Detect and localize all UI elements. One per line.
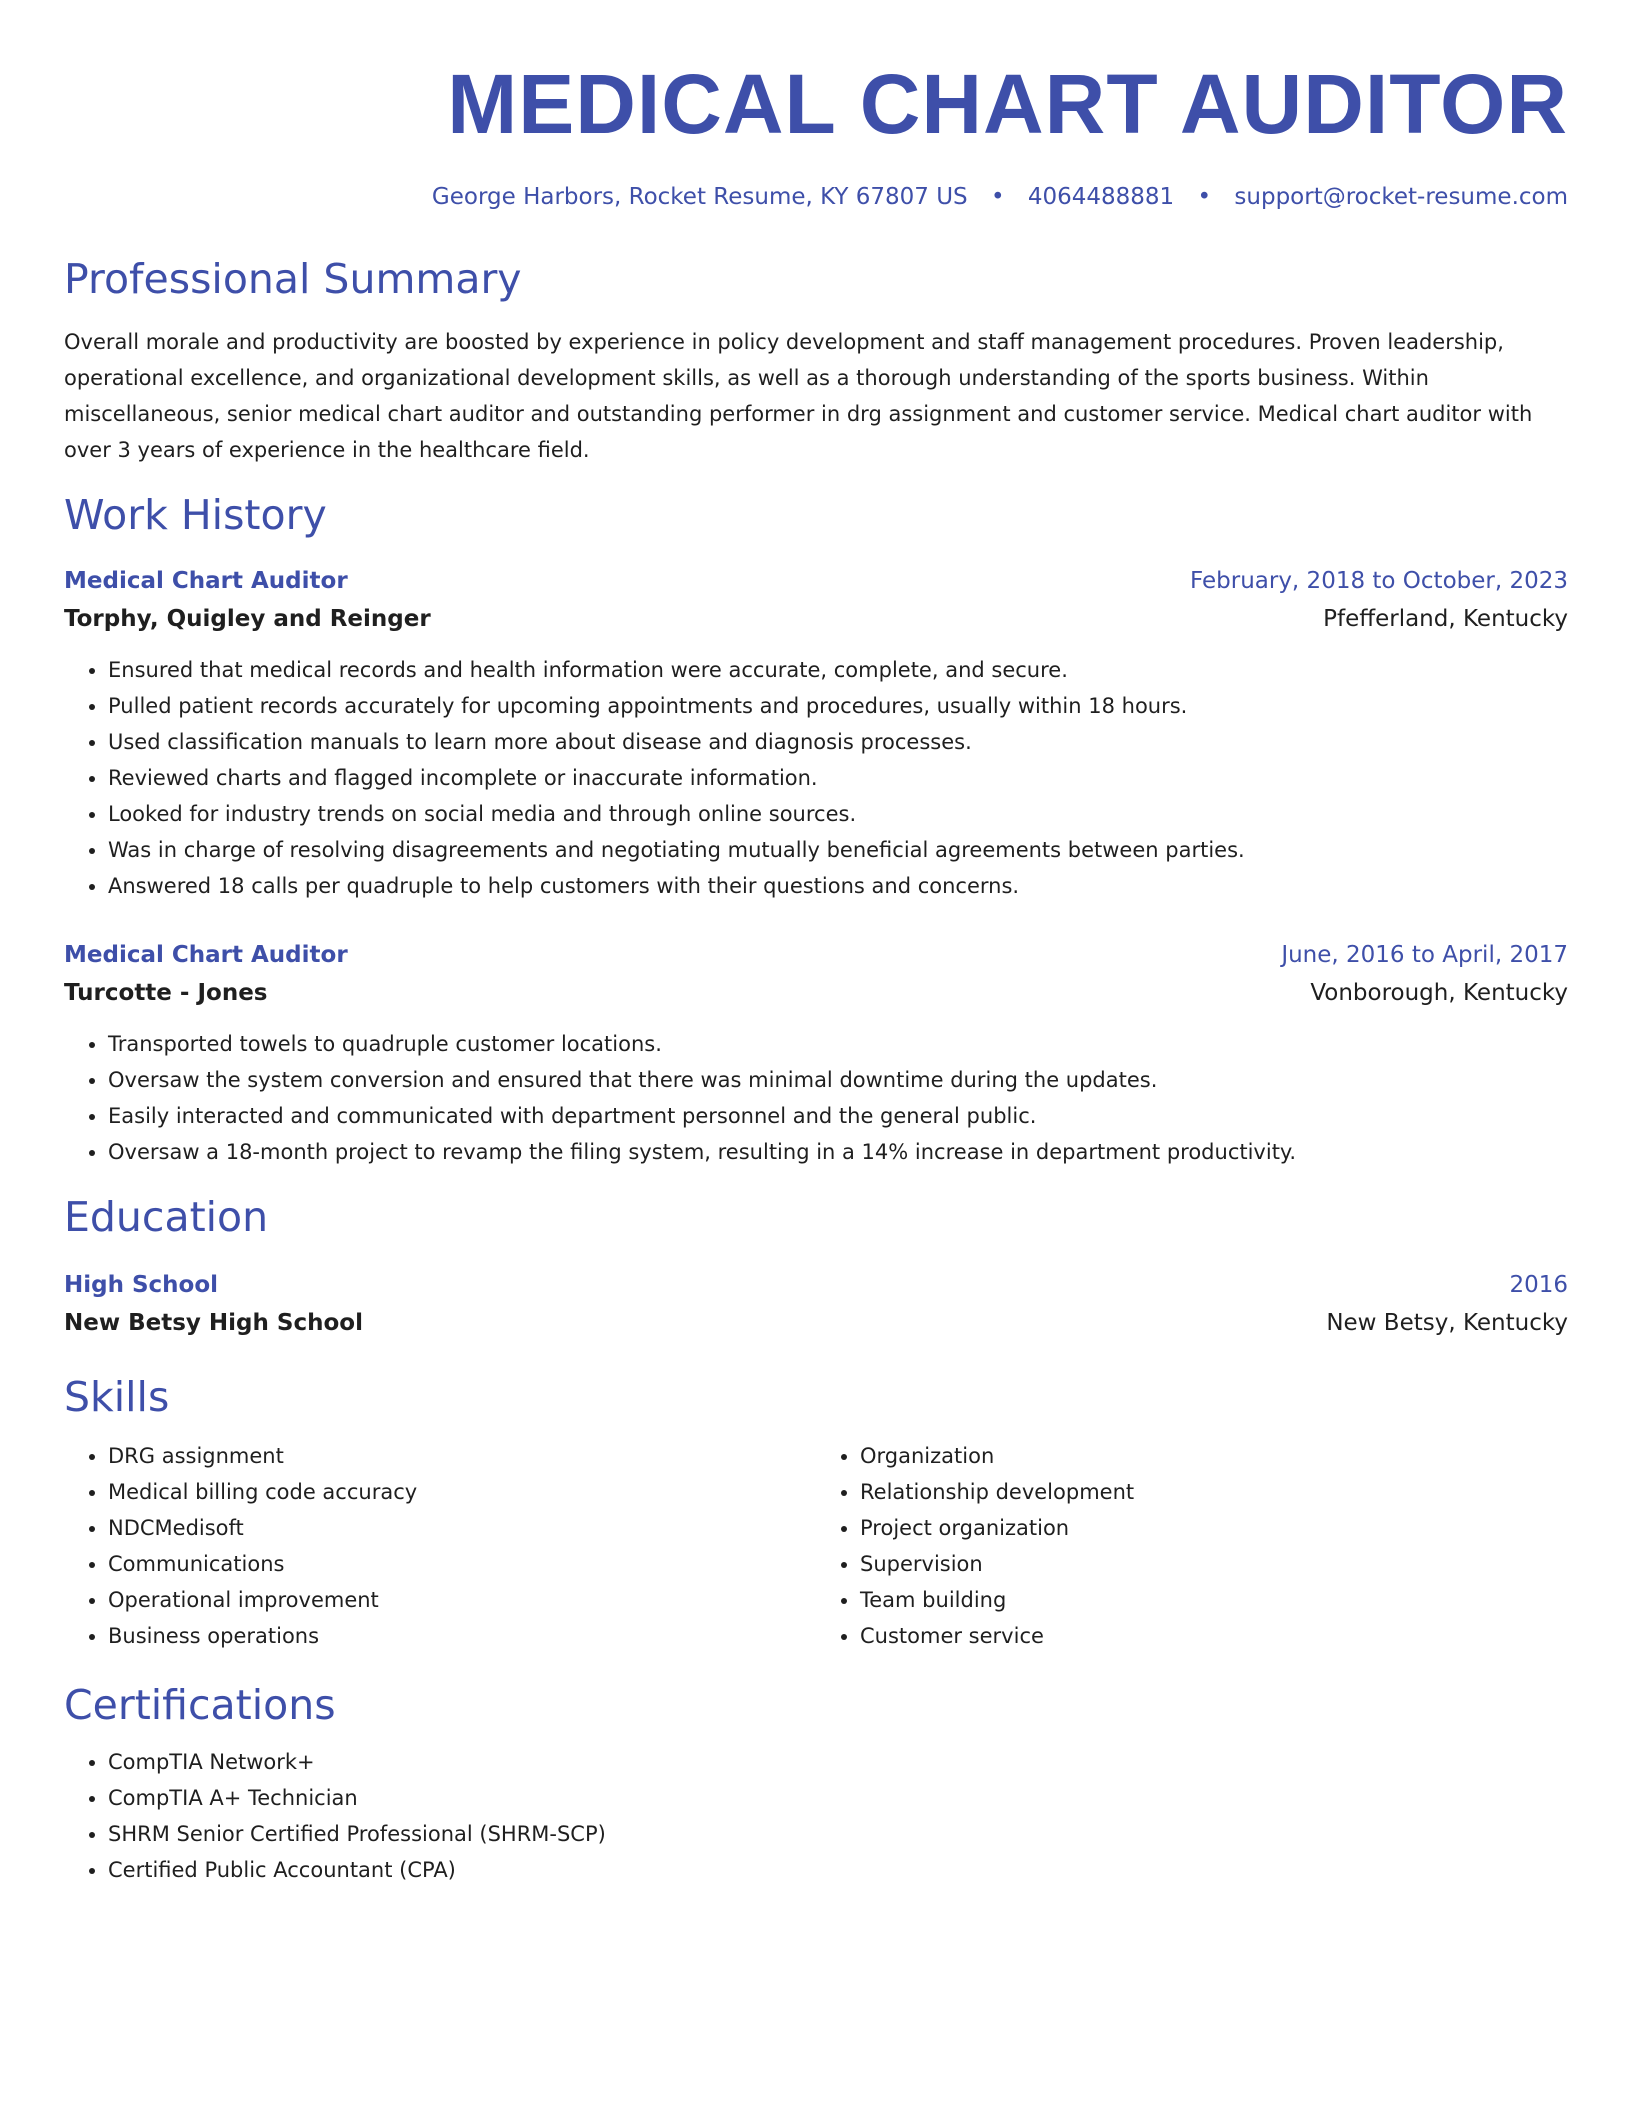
list-item: • CompTIA Network+ xyxy=(108,1744,1568,1780)
list-item: • Certified Public Accountant (CPA) xyxy=(108,1852,1568,1888)
job-header-row xyxy=(64,936,1568,974)
list-item: • Operational improvement xyxy=(108,1582,816,1618)
summary-heading: Professional Summary xyxy=(64,255,522,303)
resume-name-title: MEDICAL CHART AUDITOR xyxy=(447,57,1568,151)
job-dates: June, 2016 to April, 2017 xyxy=(1281,942,1568,968)
list-item: • Oversaw a 18-month project to revamp the filing system, resulting in a 14% increase in department productivity. xyxy=(108,1134,1568,1170)
contact-line xyxy=(64,182,1568,212)
list-item: • Team building xyxy=(860,1582,1568,1618)
job-location: Pfefferland, Kentucky xyxy=(1323,606,1568,632)
education-school-row xyxy=(64,1304,1568,1342)
job-entry xyxy=(64,562,1568,904)
list-item: • NDCMedisoft xyxy=(108,1510,816,1546)
list-item: • DRG assignment xyxy=(108,1438,816,1474)
list-item: • Ensured that medical records and health information were accurate, complete, and secure. xyxy=(108,652,1568,688)
list-item: • Answered 18 calls per quadruple to help customers with their questions and concerns. xyxy=(108,868,1568,904)
job-header-row xyxy=(64,562,1568,600)
list-item: • Organization xyxy=(860,1438,1568,1474)
skills-list-right xyxy=(816,1438,1568,1654)
job-location: Vonborough, Kentucky xyxy=(1310,980,1568,1006)
education-year: 2016 xyxy=(1509,1272,1568,1298)
job-title: Medical Chart Auditor xyxy=(64,568,348,594)
education-school: New Betsy High School xyxy=(64,1310,363,1336)
job-company-row xyxy=(64,600,1568,638)
list-item: • Pulled patient records accurately for upcoming appointments and procedures, usually within 18 hours. xyxy=(108,688,1568,724)
education-degree: High School xyxy=(64,1272,219,1298)
list-item: • SHRM Senior Certified Professional (SHRM-SCP) xyxy=(108,1816,1568,1852)
list-item: • Used classification manuals to learn more about disease and diagnosis processes. xyxy=(108,724,1568,760)
skills-heading: Skills xyxy=(64,1373,170,1421)
contact-phone: 4064488881 xyxy=(1027,184,1175,210)
job-bullets xyxy=(64,1026,1568,1170)
education-entry xyxy=(64,1266,1568,1342)
list-item: • Project organization xyxy=(860,1510,1568,1546)
list-item: • CompTIA A+ Technician xyxy=(108,1780,1568,1816)
list-item: • Customer service xyxy=(860,1618,1568,1654)
job-company-row xyxy=(64,974,1568,1012)
list-item: • Looked for industry trends on social media and through online sources. xyxy=(108,796,1568,832)
education-header-row xyxy=(64,1266,1568,1304)
job-dates: February, 2018 to October, 2023 xyxy=(1190,568,1568,594)
job-company: Turcotte - Jones xyxy=(64,980,268,1006)
certifications-list xyxy=(64,1744,1568,1888)
list-item: • Transported towels to quadruple customer locations. xyxy=(108,1026,1568,1062)
summary-text: Overall morale and productivity are boosted by experience in policy development and staff management procedures. Proven leadership, operational excellence, and organizational development skills, as well as a thorough understanding of the sports business. Within miscellaneous, senior medical chart auditor and outstanding performer in drg assignment and customer service. Medical chart auditor with over 3 years of experience in the healthcare field. xyxy=(64,330,1533,462)
list-item: • Relationship development xyxy=(860,1474,1568,1510)
education-heading: Education xyxy=(64,1193,269,1241)
job-title: Medical Chart Auditor xyxy=(64,942,348,968)
education-location: New Betsy, Kentucky xyxy=(1326,1310,1568,1336)
list-item: • Medical billing code accuracy xyxy=(108,1474,816,1510)
list-item: • Reviewed charts and flagged incomplete or inaccurate information. xyxy=(108,760,1568,796)
list-item: • Supervision xyxy=(860,1546,1568,1582)
list-item: • Business operations xyxy=(108,1618,816,1654)
job-company: Torphy, Quigley and Reinger xyxy=(64,606,431,632)
contact-separator: • xyxy=(990,184,1005,210)
job-bullets xyxy=(64,652,1568,904)
job-entry xyxy=(64,936,1568,1170)
contact-email: support@rocket-resume.com xyxy=(1234,184,1568,210)
contact-address: George Harbors, Rocket Resume, KY 67807 US xyxy=(431,184,968,210)
list-item: • Easily interacted and communicated with department personnel and the general public. xyxy=(108,1098,1568,1134)
work-history-heading: Work History xyxy=(64,491,327,539)
list-item: • Oversaw the system conversion and ensured that there was minimal downtime during the updates. xyxy=(108,1062,1568,1098)
list-item: • Communications xyxy=(108,1546,816,1582)
skills-list-left xyxy=(64,1438,816,1654)
skills-columns xyxy=(64,1430,1568,1654)
contact-separator: • xyxy=(1197,184,1212,210)
resume-page xyxy=(64,56,1568,1888)
list-item: • Was in charge of resolving disagreements and negotiating mutually beneficial agreements between parties. xyxy=(108,832,1568,868)
certifications-heading: Certifications xyxy=(64,1681,336,1729)
